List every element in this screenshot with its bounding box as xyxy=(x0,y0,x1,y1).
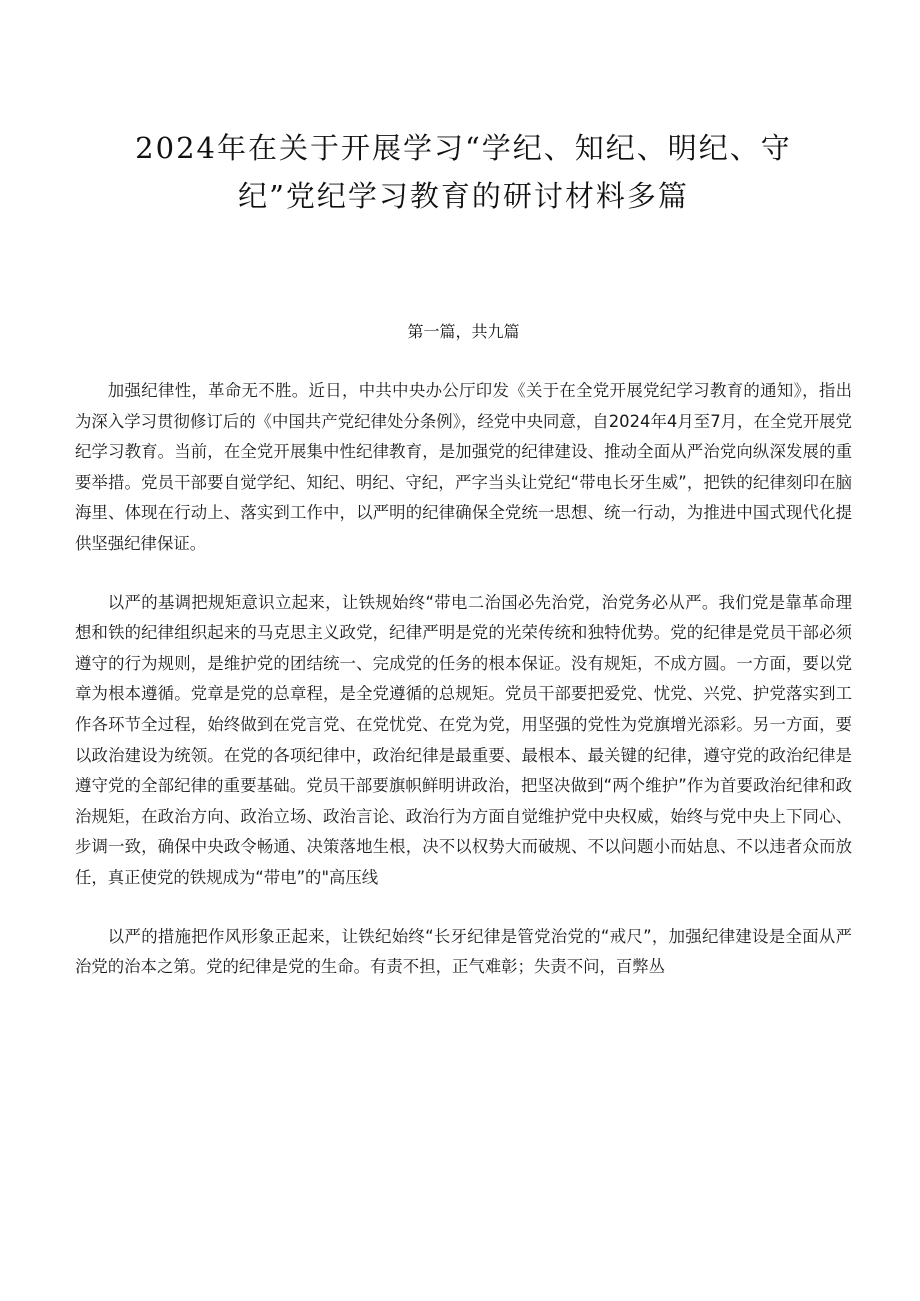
paragraph-1: 加强纪律性，革命无不胜。近日，中共中央办公厅印发《关于在全党开展党纪学习教育的通知》，指出为深入学习贯彻修订后的《中国共产党纪律处分条例》，经党中央同意，自2024年4月至7月，在全党开展党纪学习教育。当前，在全党开展集中性纪律教育，是加强党的纪律建设、推动全面从严治党向纵深发展的重要举措。党员干部要自觉学纪、知纪、明纪、守纪，严字当头让党纪“带电长牙生威”，把铁的纪律刻印在脑海里、体现在行动上、落实到工作中，以严明的纪律确保全党统一思想、统一行动，为推进中国式现代化提供坚强纪律保证。 xyxy=(75,381,852,553)
document-title-line-2: 纪”党纪学习教育的研讨材料多篇 xyxy=(238,179,689,213)
paragraph-3: 以严的措施把作风形象正起来，让铁纪始终“长牙纪律是管党治党的“戒尺”，加强纪律建设是全面从严治党的治本之第。党的纪律是党的生命。有责不担，正气难彰；失责不问，百弊丛 xyxy=(75,926,852,977)
section-subtitle: 第一篇，共九篇 xyxy=(407,322,520,341)
document-title-line-1: 2024年在关于开展学习“学纪、知纪、明纪、守 xyxy=(135,131,792,165)
paragraph-2: 以严的基调把规矩意识立起来，让铁规始终“带电二治国必先治党，治党务必从严。我们党是靠革命理想和铁的纪律组织起来的马克思主义政党，纪律严明是党的光荣传统和独特优势。党的纪律是党员干部必须遵守的行为规则，是维护党的团结统一、完成党的任务的根本保证。没有规矩，不成方圆。一方面，要以党章为根本遵循。党章是党的总章程，是全党遵循的总规矩。党员干部要把爱党、忧党、兴党、护党落实到工作各环节全过程，始终做到在党言党、在党忧党、在党为党，用坚强的党性为党旗增光添彩。另一方面，要以政治建设为统领。在党的各项纪律中，政治纪律是最重要、最根本、最关键的纪律，遵守党的政治纪律是遵守党的全部纪律的重要基础。党员干部要旗帜鲜明讲政治，把坚决做到“两个维护”作为首要政治纪律和政治规矩，在政治方向、政治立场、政治言论、政治行为方面自觉维护党中央权威，始终与党中央上下同心、步调一致，确保中央政令畅通、决策落地生根，决不以权势大而破规、不以问题小而姑息、不以违者众而放任，真正使党的铁规成为“带电”的"高压线 xyxy=(75,592,852,887)
document-title xyxy=(75,124,852,220)
